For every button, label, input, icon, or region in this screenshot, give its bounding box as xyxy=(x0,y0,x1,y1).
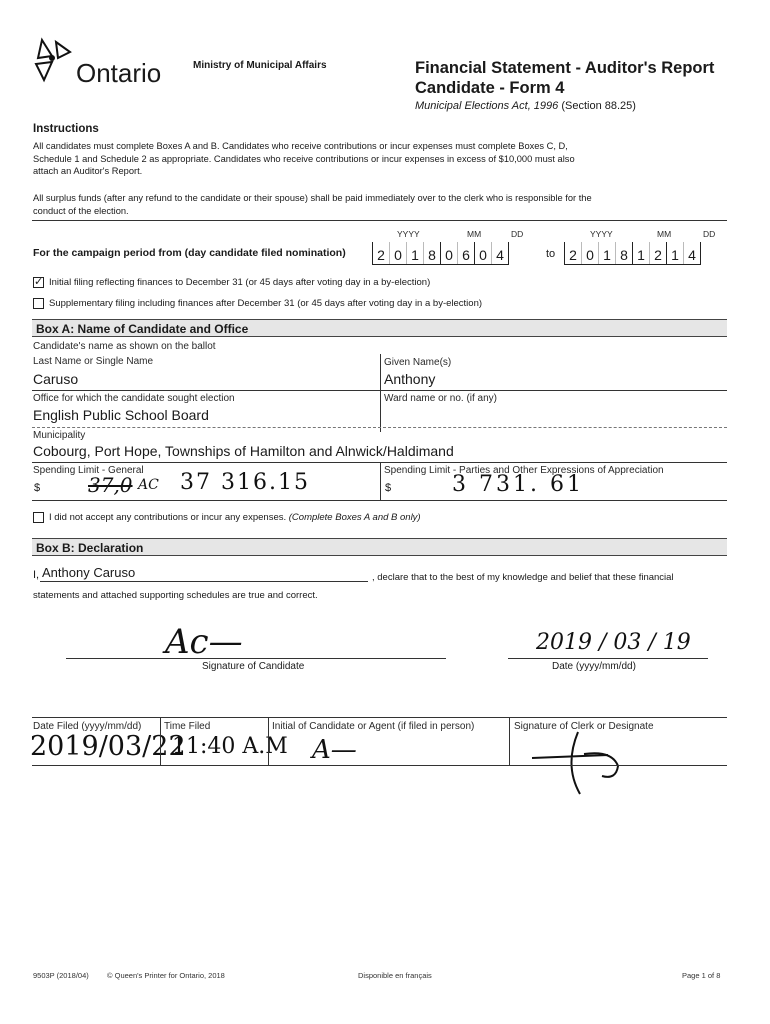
form-title-line1: Financial Statement - Auditor's Report xyxy=(415,59,715,77)
supplementary-filing-checkbox[interactable] xyxy=(33,298,44,309)
instructions-paragraph-2 xyxy=(33,192,733,217)
from-mm-label: MM xyxy=(467,229,482,239)
last-name-field[interactable]: Caruso xyxy=(33,371,79,387)
declarant-underline xyxy=(40,581,368,582)
divider xyxy=(160,717,161,765)
instructions-p1-line1: All candidates must complete Boxes A and B. Candidates who receive contributions or incur expenses must complete Boxes C, D, xyxy=(33,141,568,151)
divider xyxy=(509,717,510,765)
no-contributions-label xyxy=(49,512,421,523)
date-filed-field[interactable]: 2019/03/22 xyxy=(30,731,186,762)
digit: 0 xyxy=(390,242,407,264)
digit: 1 xyxy=(599,242,616,264)
digit: 8 xyxy=(424,242,441,264)
instructions-p1-line2: Schedule 1 and Schedule 2 as appropriate. Candidates who receive contributions or incur expenses in excess of $10,000 must also xyxy=(33,153,575,164)
to-yyyy-label: YYYY xyxy=(590,229,613,239)
digit: 4 xyxy=(492,242,509,264)
dollar-sign: $ xyxy=(385,482,392,494)
spending-limit-parties-label: Spending Limit - Parties and Other Expressions of Appreciation xyxy=(384,465,664,476)
initial-label: Initial of Candidate or Agent (if filed in person) xyxy=(272,721,475,732)
from-dd-label: DD xyxy=(511,229,524,239)
to-mm-label: MM xyxy=(657,229,672,239)
date-filed-label: Date Filed (yyyy/mm/dd) xyxy=(33,721,142,732)
no-contributions-note: (Complete Boxes A and B only) xyxy=(288,512,421,523)
clerk-signature-label: Signature of Clerk or Designate xyxy=(514,721,654,732)
form-code: 9503P (2018/04) xyxy=(33,971,89,980)
box-b-header: Box B: Declaration xyxy=(32,538,727,556)
digit: 6 xyxy=(458,242,475,264)
divider xyxy=(380,354,381,432)
declaration-text: , declare that to the best of my knowledge and belief that these financial xyxy=(372,572,674,583)
page-number: Page 1 of 8 xyxy=(682,971,721,980)
date-line xyxy=(508,658,708,659)
time-filed-label: Time Filed xyxy=(164,721,211,732)
candidate-signature[interactable]: Ac— xyxy=(165,622,243,662)
form-title-line2: Candidate - Form 4 xyxy=(415,79,565,97)
divider xyxy=(380,462,381,500)
no-contributions-checkbox[interactable] xyxy=(33,512,44,523)
initial-filing-checkbox[interactable]: ✓ xyxy=(34,276,44,288)
ministry-name: Ministry of Municipal Affairs xyxy=(193,60,327,71)
digit: 1 xyxy=(407,242,424,264)
digit: 0 xyxy=(582,242,599,264)
instructions-p1-line3: attach an Auditor's Report. xyxy=(33,166,143,176)
digit: 0 xyxy=(441,242,458,264)
office-field[interactable]: English Public School Board xyxy=(33,407,209,423)
declarant-name-field[interactable]: Anthony Caruso xyxy=(42,565,136,580)
ward-label: Ward name or no. (if any) xyxy=(384,393,498,404)
given-name-label: Given Name(s) xyxy=(384,357,452,368)
date-label: Date (yyyy/mm/dd) xyxy=(552,661,636,672)
divider xyxy=(32,500,727,501)
period-from-date[interactable] xyxy=(372,242,509,265)
instructions-p2-line1: All surplus funds (after any refund to the candidate or their spouse) shall be paid immediately over to the clerk who is responsible for the xyxy=(33,193,592,203)
supplementary-filing-label: Supplementary filing including finances after December 31 (or 45 days after voting day in a by-election) xyxy=(49,298,483,309)
municipality-field[interactable]: Cobourg, Port Hope, Townships of Hamilton and Alnwick/Haldimand xyxy=(33,443,454,459)
name-as-shown-label: Candidate's name as shown on the ballot xyxy=(33,341,216,352)
instructions-heading: Instructions xyxy=(33,123,99,135)
digit: 1 xyxy=(667,242,684,264)
initial-filing-label: Initial filing reflecting finances to December 31 (or 45 days after voting day in a by-election) xyxy=(49,277,431,288)
spending-limit-general-field[interactable]: 37 316.15 xyxy=(180,470,310,495)
act-name: Municipal Elections Act, 1996 xyxy=(415,100,559,112)
to-dd-label: DD xyxy=(703,229,716,239)
digit: 1 xyxy=(633,242,650,264)
clerk-signature[interactable] xyxy=(520,724,640,796)
divider xyxy=(32,427,727,428)
spending-limit-general-label: Spending Limit - General xyxy=(33,465,144,476)
copyright: © Queen's Printer for Ontario, 2018 xyxy=(107,971,225,980)
french-availability: Disponible en français xyxy=(358,971,432,980)
digit: 0 xyxy=(475,242,492,264)
campaign-period-label: For the campaign period from (day candidate filed nomination) xyxy=(33,247,346,259)
given-name-field[interactable]: Anthony xyxy=(384,371,436,387)
initial-field[interactable]: A— xyxy=(312,735,357,765)
ontario-trillium-logo-icon xyxy=(30,36,80,84)
act-reference xyxy=(415,100,636,112)
period-to-label: to xyxy=(546,248,556,260)
municipality-label: Municipality xyxy=(33,430,86,441)
digit: 2 xyxy=(565,242,582,264)
digit: 2 xyxy=(373,242,390,264)
time-filed-field[interactable]: 11:40 A.M xyxy=(172,734,288,759)
last-name-label: Last Name or Single Name xyxy=(33,356,154,367)
digit: 2 xyxy=(650,242,667,264)
no-contributions-text: I did not accept any contributions or incur any expenses. xyxy=(49,512,287,523)
digit: 4 xyxy=(684,242,701,264)
instructions-paragraph-1 xyxy=(33,140,733,178)
declaration-prefix: I, xyxy=(33,569,40,581)
spending-general-struck: 37,0 xyxy=(88,473,133,497)
declaration-statement: statements and attached supporting schedules are true and correct. xyxy=(33,590,318,601)
declaration-date-field[interactable]: 2019 / 03 / 19 xyxy=(536,630,691,655)
divider xyxy=(32,390,727,391)
divider xyxy=(32,717,727,718)
divider xyxy=(32,220,727,221)
dollar-sign: $ xyxy=(34,482,41,494)
office-label: Office for which the candidate sought election xyxy=(33,393,235,404)
signature-label: Signature of Candidate xyxy=(202,661,305,672)
period-to-date[interactable] xyxy=(564,242,701,265)
ontario-logo-text: Ontario xyxy=(76,58,162,88)
box-a-header: Box A: Name of Candidate and Office xyxy=(32,319,727,337)
from-yyyy-label: YYYY xyxy=(397,229,420,239)
divider xyxy=(268,717,269,765)
act-section: (Section 88.25) xyxy=(561,100,636,112)
spending-limit-parties-field[interactable]: 3 731. 61 xyxy=(452,472,584,497)
digit: 8 xyxy=(616,242,633,264)
divider xyxy=(32,765,727,766)
signature-line xyxy=(66,658,446,659)
instructions-p2-line2: conduct of the election. xyxy=(33,205,129,216)
spending-general-initials: AC xyxy=(138,477,159,493)
